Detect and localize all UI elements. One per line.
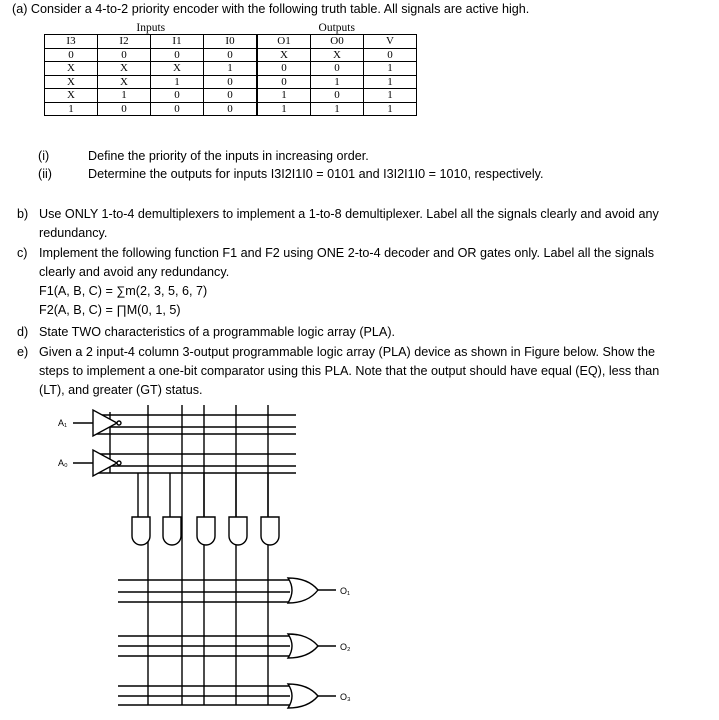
part-e-line: Given a 2 input-4 column 3-output programmable logic array (PLA) device as shown in Figure below. Show the <box>39 345 656 359</box>
table-cell: 0 <box>151 102 204 116</box>
and-gate-2 <box>163 517 181 545</box>
table-header: I1 <box>151 35 204 49</box>
and-gate-1 <box>132 517 150 545</box>
or-gate-2 <box>288 634 318 658</box>
table-cell: 1 <box>257 102 311 116</box>
table-header: V <box>364 35 417 49</box>
table-cell: X <box>98 62 151 76</box>
table-cell: 1 <box>364 89 417 103</box>
table-cell: 0 <box>364 48 417 62</box>
part-e-label: e) <box>17 345 29 359</box>
table-cell: X <box>45 62 98 76</box>
part-c-line: clearly and avoid any redundancy. <box>39 265 230 279</box>
label-o3: O₃ <box>340 692 351 702</box>
part-b-label: b) <box>17 207 29 221</box>
table-cell: X <box>257 48 311 62</box>
table-cell: X <box>45 89 98 103</box>
and-gate-3 <box>197 517 215 545</box>
table-cell: 0 <box>98 102 151 116</box>
table-cell: X <box>151 62 204 76</box>
table-cell: 0 <box>98 48 151 62</box>
table-group-inputs: Inputs <box>136 21 166 34</box>
sub-i-label: (i) <box>38 149 50 163</box>
table-cell: 1 <box>311 75 364 89</box>
table-header: O1 <box>257 35 311 49</box>
part-d-line: State TWO characteristics of a programmable logic array (PLA). <box>39 325 396 339</box>
table-cell: 0 <box>204 75 258 89</box>
label-o2: O₂ <box>340 642 351 652</box>
and-gate-5 <box>261 517 279 545</box>
table-cell: 0 <box>311 62 364 76</box>
table-cell: 1 <box>98 89 151 103</box>
table-cell: 0 <box>151 89 204 103</box>
part-d-label: d) <box>17 325 29 339</box>
or-gate-1 <box>288 578 318 603</box>
table-cell: 1 <box>45 102 98 116</box>
buffer-a1 <box>93 410 117 436</box>
part-b-line: Use ONLY 1-to-4 demultiplexers to implement a 1-to-8 demultiplexer. Label all the signals clearly and avoid any <box>39 207 659 221</box>
function-f1: F1(A, B, C) = ∑m(2, 3, 5, 6, 7) <box>39 284 208 298</box>
table-header: I2 <box>98 35 151 49</box>
table-cell: X <box>45 75 98 89</box>
table-cell: 1 <box>364 62 417 76</box>
table-group-outputs: Outputs <box>318 21 355 34</box>
table-cell: X <box>98 75 151 89</box>
sub-ii-label: (ii) <box>38 167 52 181</box>
table-cell: 0 <box>45 48 98 62</box>
and-gate-4 <box>229 517 247 545</box>
sub-ii-text: Determine the outputs for inputs I3I2I1I0 = 0101 and I3I2I1I0 = 1010, respectively. <box>88 167 544 181</box>
table-cell: 0 <box>204 48 258 62</box>
table-cell: 1 <box>364 75 417 89</box>
part-c-line: Implement the following function F1 and F2 using ONE 2-to-4 decoder and OR gates only. Label all the signals <box>39 246 655 260</box>
label-o1: O₁ <box>340 586 351 596</box>
function-f2: F2(A, B, C) = ∏M(0, 1, 5) <box>39 303 181 317</box>
part-a-intro: (a) Consider a 4-to-2 priority encoder with the following truth table. All signals are active high. <box>12 2 530 16</box>
table-cell: 1 <box>204 62 258 76</box>
or-gate-3 <box>288 684 318 708</box>
table-cell: X <box>311 48 364 62</box>
part-e-line: steps to implement a one-bit comparator using this PLA. Note that the output should have equal (EQ), less than <box>39 364 660 378</box>
table-cell: 1 <box>151 75 204 89</box>
table-cell: 0 <box>311 89 364 103</box>
table-cell: 1 <box>257 89 311 103</box>
table-header: O0 <box>311 35 364 49</box>
part-e-line: (LT), and greater (GT) status. <box>39 383 203 397</box>
table-cell: 1 <box>311 102 364 116</box>
part-c-label: c) <box>17 246 28 260</box>
table-header: I0 <box>204 35 258 49</box>
table-cell: 0 <box>204 102 258 116</box>
table-cell: 1 <box>364 102 417 116</box>
part-b-line: redundancy. <box>39 226 108 240</box>
table-cell: 0 <box>204 89 258 103</box>
label-a1: A₁ <box>58 418 68 428</box>
table-cell: 0 <box>257 75 311 89</box>
table-header: I3 <box>45 35 98 49</box>
label-a0: A₀ <box>58 458 68 468</box>
table-cell: 0 <box>151 48 204 62</box>
table-cell: 0 <box>257 62 311 76</box>
sub-i-text: Define the priority of the inputs in increasing order. <box>88 149 369 163</box>
